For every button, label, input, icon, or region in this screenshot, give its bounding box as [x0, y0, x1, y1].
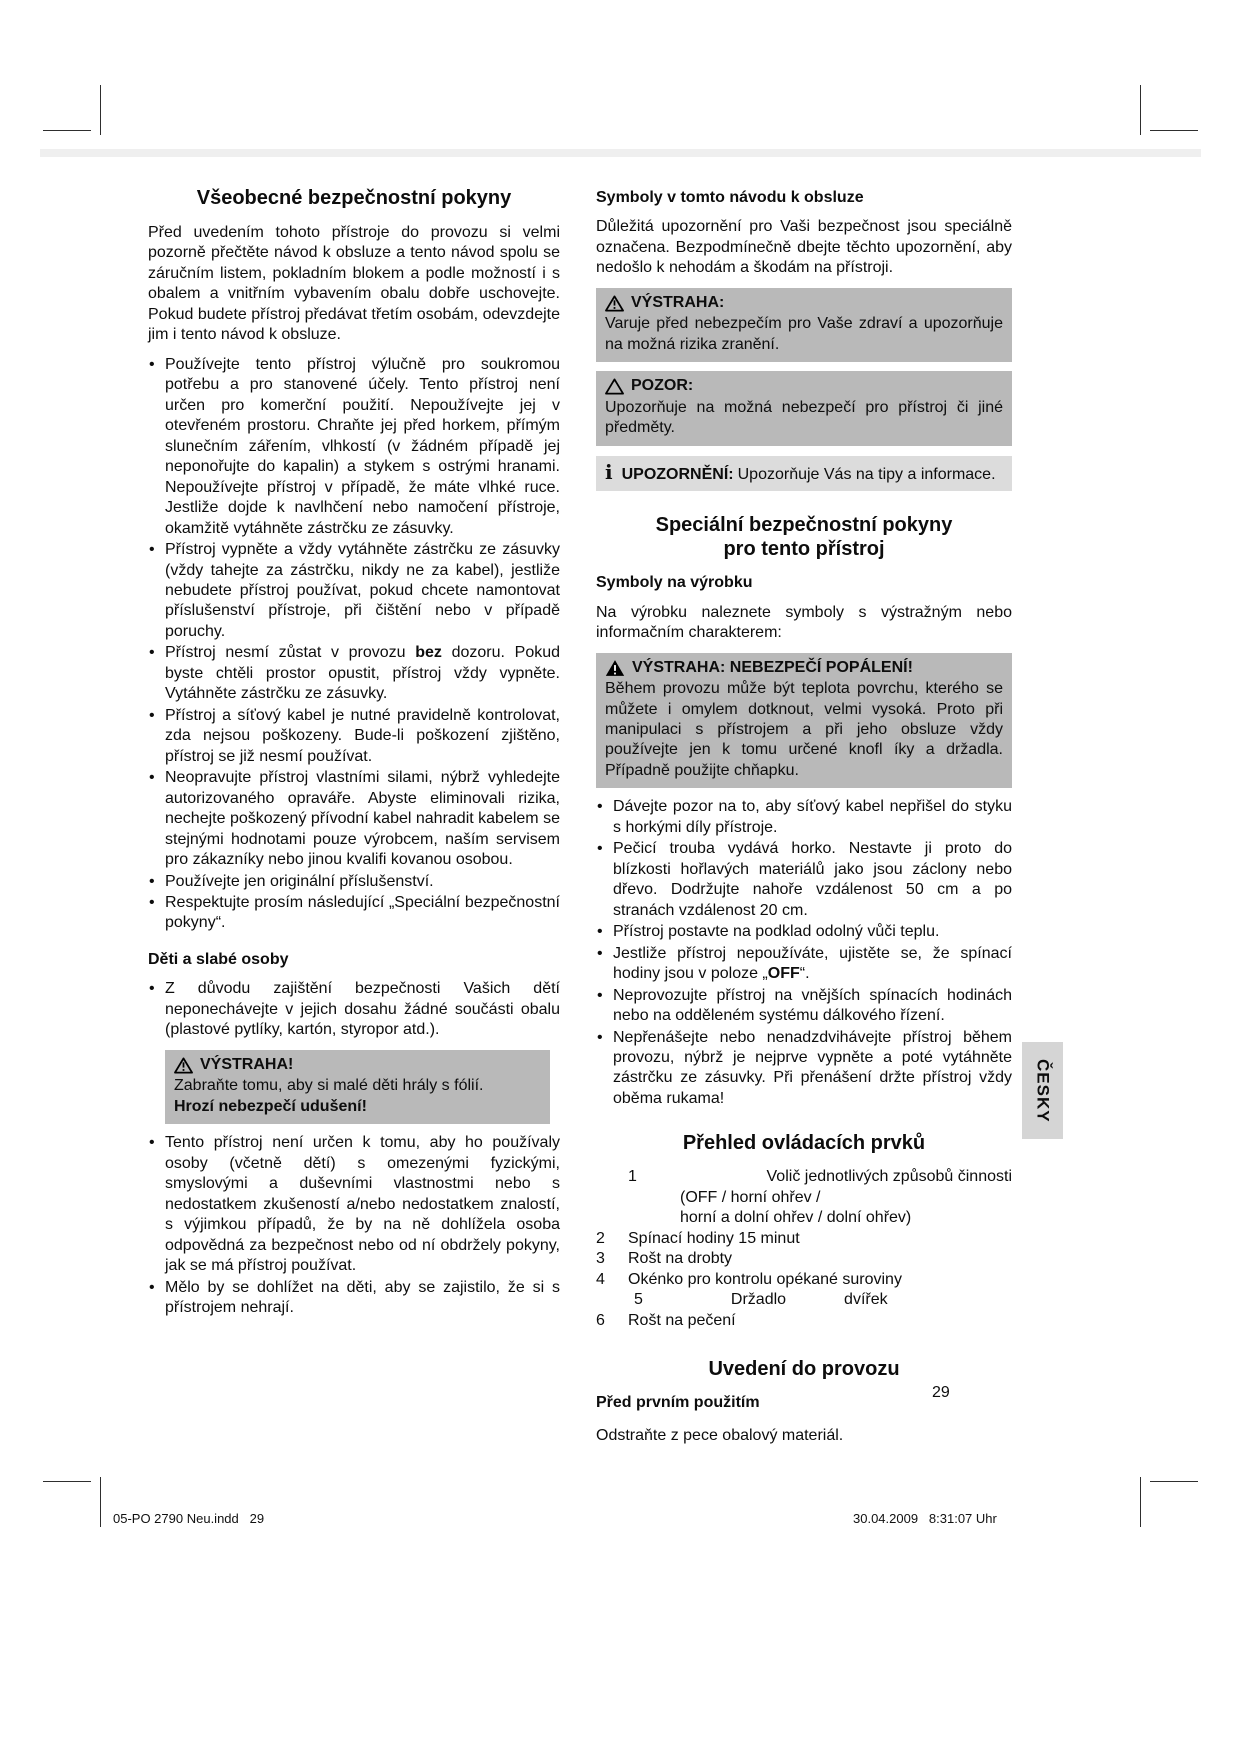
- warning-box-header: [605, 293, 1003, 313]
- crop-mark-top-left-vertical: [100, 85, 101, 135]
- info-notice-box: [596, 456, 1012, 491]
- warning-box-line-bold: Hrozí nebezpečí udušení!: [174, 1097, 367, 1115]
- control-label: Rošt na drobty: [628, 1250, 733, 1268]
- controls-list: [596, 1167, 1012, 1331]
- control-number: 3: [596, 1250, 605, 1268]
- warning-triangle-filled-icon: [605, 659, 625, 677]
- controls-list-item-3: [596, 1249, 1012, 1269]
- general-safety-list: [148, 355, 560, 934]
- device-safety-list: [596, 797, 1012, 1109]
- warning-box-header: [174, 1055, 541, 1075]
- crop-mark-top-right-horizontal: [1150, 130, 1198, 131]
- warning-box-title: VÝSTRAHA:: [631, 293, 725, 311]
- list-item: [148, 355, 560, 539]
- list-item-text: Přístroj postavte na podklad odolný vůči teplu.: [613, 923, 940, 941]
- symbols-intro-paragraph: Důležitá upozornění pro Vaši bezpečnost jsou speciálně označena. Bezpodmínečně dbejte těchto upozornění, aby nedošlo k nehodám a škodám na přístroji.: [596, 218, 1012, 277]
- list-item-text: Z důvodu zajištění bezpečnosti Vašich dětí neponechávejte v jejich dosahu žádné součásti obalu (plastové pytlíky, kartón, styropor atd.).: [165, 980, 560, 1039]
- list-item: [148, 643, 560, 704]
- list-item: [596, 797, 1012, 838]
- controls-list-item-5: [596, 1290, 1012, 1310]
- control-label: Rošt na pečení: [628, 1311, 736, 1329]
- control-number: 4: [596, 1270, 605, 1288]
- list-item: [148, 706, 560, 767]
- warning-box-body: Varuje před nebezpečím pro Vaše zdraví a upozorňuje na možná rizika zranění.: [605, 315, 1003, 353]
- list-item-text: Přístroj nesmí zůstat v provozu: [165, 644, 416, 662]
- list-item-text: Používejte tento přístroj výlučně pro soukromou potřebu a pro stanovené účely. Tento přístroj není určen pro komerční použití. Nepoužívejte jej v otevřeném prostoru. Chraňte jej před horkem, přímým slunečním zářením, vlhkostí (v žádném případě jej neponořujte do kapalin) a stykem s ostrými hranami. Nepoužívejte přístroj v případě, že máte vlhké ruce. Jestliže dojde k navlhčení nebo namočení přístroje, okamžitě vytáhněte zástrčku ze zásuvky.: [165, 355, 560, 537]
- right-column: [596, 186, 1012, 1455]
- burn-warning-body: Během provozu může být teplota povrchu, kterého se můžete i omylem dotknout, velmi vysoká. Proto při manipulaci s přístrojem a při jeho obsluze vždy používejte jen k tomu určené knofl íky a držadla. Případně použijte chňapku.: [605, 680, 1003, 779]
- list-item: [596, 922, 1012, 942]
- list-item-text: dozoru. Pokud byste chtěli prostor opustit, přístroj vždy vypněte. Vytáhněte zástrčku ze zásuvky.: [165, 644, 561, 703]
- control-label: Držadlo: [730, 1291, 787, 1309]
- control-label: Volič jednotlivých způsobů činnosti: [766, 1168, 1012, 1186]
- list-item-text: Respektujte prosím následující „Speciální bezpečnostní pokyny“.: [165, 894, 560, 932]
- list-item-text: Přístroj a síťový kabel je nutné pravidelně kontrolovat, zda nejsou poškozeny. Bude-li poškození zjištěno, přístroj se již nesmí používat.: [165, 706, 560, 765]
- burn-warning-box: [596, 653, 1012, 789]
- startup-heading: Uvedení do provozu: [708, 1358, 900, 1381]
- list-item: [596, 944, 1012, 985]
- list-item: [596, 1028, 1012, 1110]
- controls-list-item-1: [596, 1167, 1012, 1187]
- list-item: [148, 979, 560, 1040]
- warning-box-line: Zabraňte tomu, aby si malé děti hrály s fólií.: [174, 1077, 484, 1095]
- list-item: [596, 839, 1012, 921]
- symbols-section-heading: Symboly v tomto návodu k obsluze: [596, 189, 864, 206]
- list-item-text: Tento přístroj není určen k tomu, aby ho používaly osoby (včetně dětí) s omezenými fyzickými, smyslovými a duševními vlastnostmi nebo s nedostatkem zkušeností a/nebo nedostatkem znalostí, s výjimkou případů, že by na ně dohlížela osoba odpovědná za bezpečnost nebo od ní obdržely pokyny, jak se má přístroj používat.: [165, 1134, 560, 1275]
- info-box-body: Upozorňuje Vás na tipy a informace.: [737, 465, 996, 483]
- controls-overview-heading: Přehled ovládacích prvků: [682, 1132, 926, 1155]
- control-number: 1: [628, 1168, 637, 1186]
- list-item-text: Neopravujte přístroj vlastními silami, nýbrž vyhledejte autorizovaného opraváře. Abyste eliminovali rizika, nechejte poškozený přívodní kabel nahradit kabelem se stejnými hodnotami pouze výrobcem, naším servisem pro zákazníky nebo jinou kvalifi kovanou osobou.: [165, 769, 560, 869]
- info-box-text: [622, 465, 996, 485]
- control-label-continuation: (OFF / horní ohřev /: [680, 1188, 821, 1206]
- control-label-continuation: horní a dolní ohřev / dolní ohřev): [680, 1209, 912, 1227]
- list-item-text: Nepřenášejte nebo nenadzdvihávejte přístroj během provozu, nýbrž je nejprve vypněte a poté vytáhněte zástrčku ze zásuvky. Při přenášení držte přístroj vždy oběma rukama!: [613, 1028, 1012, 1107]
- children-safety-list: [148, 979, 560, 1318]
- first-use-heading: Před prvním použitím: [596, 1394, 760, 1412]
- list-item-bold-text: bez: [415, 644, 442, 662]
- list-item: [148, 1278, 560, 1319]
- page-number: 29: [932, 1384, 950, 1401]
- crop-mark-bottom-right-vertical: [1140, 1477, 1141, 1527]
- controls-list-item-4: [596, 1270, 1012, 1290]
- list-item-text: Jestliže přístroj nepoužíváte, ujistěte se, že spínací hodiny jsou v poloze „: [613, 944, 1012, 983]
- special-safety-heading-line2: pro tento přístroj: [723, 538, 885, 561]
- control-label: Okénko pro kontrolu opékané suroviny: [628, 1270, 902, 1288]
- list-item-text: Dávejte pozor na to, aby síťový kabel nepřišel do styku s horkými díly přístroje.: [613, 798, 1012, 836]
- left-column: [148, 186, 560, 1319]
- info-icon: i: [605, 459, 613, 484]
- control-number: 5: [634, 1291, 643, 1309]
- warning-box-title: VÝSTRAHA!: [200, 1055, 294, 1073]
- list-item-bold-text: OFF: [767, 965, 800, 983]
- crop-mark-bottom-left-vertical: [100, 1477, 101, 1527]
- crop-mark-top-left-horizontal: [43, 130, 91, 131]
- warning-triangle-icon: [174, 1057, 193, 1074]
- general-safety-title: Všeobecné bezpečnostní pokyny: [196, 187, 512, 209]
- list-item-text: Neprovozujte přístroj na vnějších spínacích hodinách nebo na odděleném systému dálkového řízení.: [613, 986, 1012, 1025]
- list-item-text: Přístroj vypněte a vždy vytáhněte zástrčku ze zásuvky (vždy tahejte za zástrčku, nikdy ne za kabel), jestliže nebudete přístroj používat, pokud chcete namontovat příslušenství přístroje, při čištění nebo v případě poruchy.: [165, 541, 560, 640]
- children-section-heading: Děti a slabé osoby: [148, 950, 289, 968]
- special-safety-heading: [596, 513, 1012, 561]
- caution-triangle-icon: [605, 378, 624, 395]
- burn-warning-title: VÝSTRAHA: NEBEZPEČÍ POPÁLENÍ!: [632, 658, 913, 676]
- product-symbols-heading: Symboly na výrobku: [596, 574, 753, 592]
- controls-list-item-6: [596, 1311, 1012, 1331]
- control-number: 2: [596, 1229, 605, 1247]
- caution-box-title: POZOR:: [631, 377, 694, 395]
- special-safety-heading-line1: Speciální bezpečnostní pokyny: [655, 514, 953, 537]
- list-item: [148, 893, 560, 934]
- list-item: [148, 768, 560, 870]
- list-item: [596, 986, 1012, 1027]
- control-number: 6: [596, 1311, 605, 1329]
- controls-list-item-2: [596, 1229, 1012, 1249]
- first-use-paragraph: Odstraňte z pece obalový materiál.: [596, 1426, 844, 1444]
- list-item-text: Pečicí trouba vydává horko. Nestavte ji proto do blízkosti hořlavých materiálů jako jsou záclony nebo dřevo. Dodržujte nahoře vzdálenost 50 cm a po stranách vzdálenost 20 cm.: [613, 840, 1012, 919]
- footer-print-info: 05-PO 2790 Neu.indd 29: [113, 1511, 265, 1526]
- control-label: Spínací hodiny 15 minut: [628, 1229, 800, 1247]
- crop-mark-bottom-left-horizontal: [43, 1481, 91, 1482]
- suffocation-warning-box: [165, 1050, 550, 1124]
- list-item-text: Používejte jen originální příslušenství.: [165, 872, 434, 890]
- info-box-title: UPOZORNĚNÍ:: [621, 465, 734, 483]
- list-item-text: Mělo by se dohlížet na děti, aby se zajistilo, že si s přístrojem nehrají.: [165, 1278, 560, 1316]
- language-tab-label: ČESKY: [1033, 1058, 1053, 1123]
- warning-notice-box: [596, 288, 1012, 362]
- control-label: dvířek: [844, 1291, 888, 1309]
- caution-box-header: [605, 376, 1003, 396]
- list-item: [148, 872, 560, 892]
- list-item-text: “.: [799, 965, 810, 983]
- footer-timestamp: 30.04.2009 8:31:07 Uhr: [853, 1511, 997, 1526]
- caution-box-body: Upozorňuje na možná nebezpečí pro přístroj či jiné předměty.: [605, 398, 1003, 437]
- page-top-scan-shading: [40, 149, 1201, 157]
- crop-mark-bottom-right-horizontal: [1150, 1481, 1198, 1482]
- burn-warning-header: [605, 658, 1003, 678]
- list-item: [148, 540, 560, 642]
- caution-notice-box: [596, 371, 1012, 445]
- list-item: [148, 1133, 560, 1276]
- warning-triangle-icon: [605, 295, 624, 312]
- language-tab-cesky: [1022, 1042, 1063, 1139]
- product-symbols-paragraph: Na výrobku naleznete symboly s výstražným nebo informačním charakterem:: [596, 603, 1012, 642]
- intro-paragraph: Před uvedením tohoto přístroje do provozu si velmi pozorně přečtěte návod k obsluze a tento návod spolu se záručním listem, pokladním blokem a podle možností i s obalem a vnitřním vybavením obalu dobře uschovejte. Pokud budete přístroj předávat třetím osobám, odevzdejte jim i tento návod k obsluze.: [148, 224, 560, 344]
- crop-mark-top-right-vertical: [1140, 85, 1141, 135]
